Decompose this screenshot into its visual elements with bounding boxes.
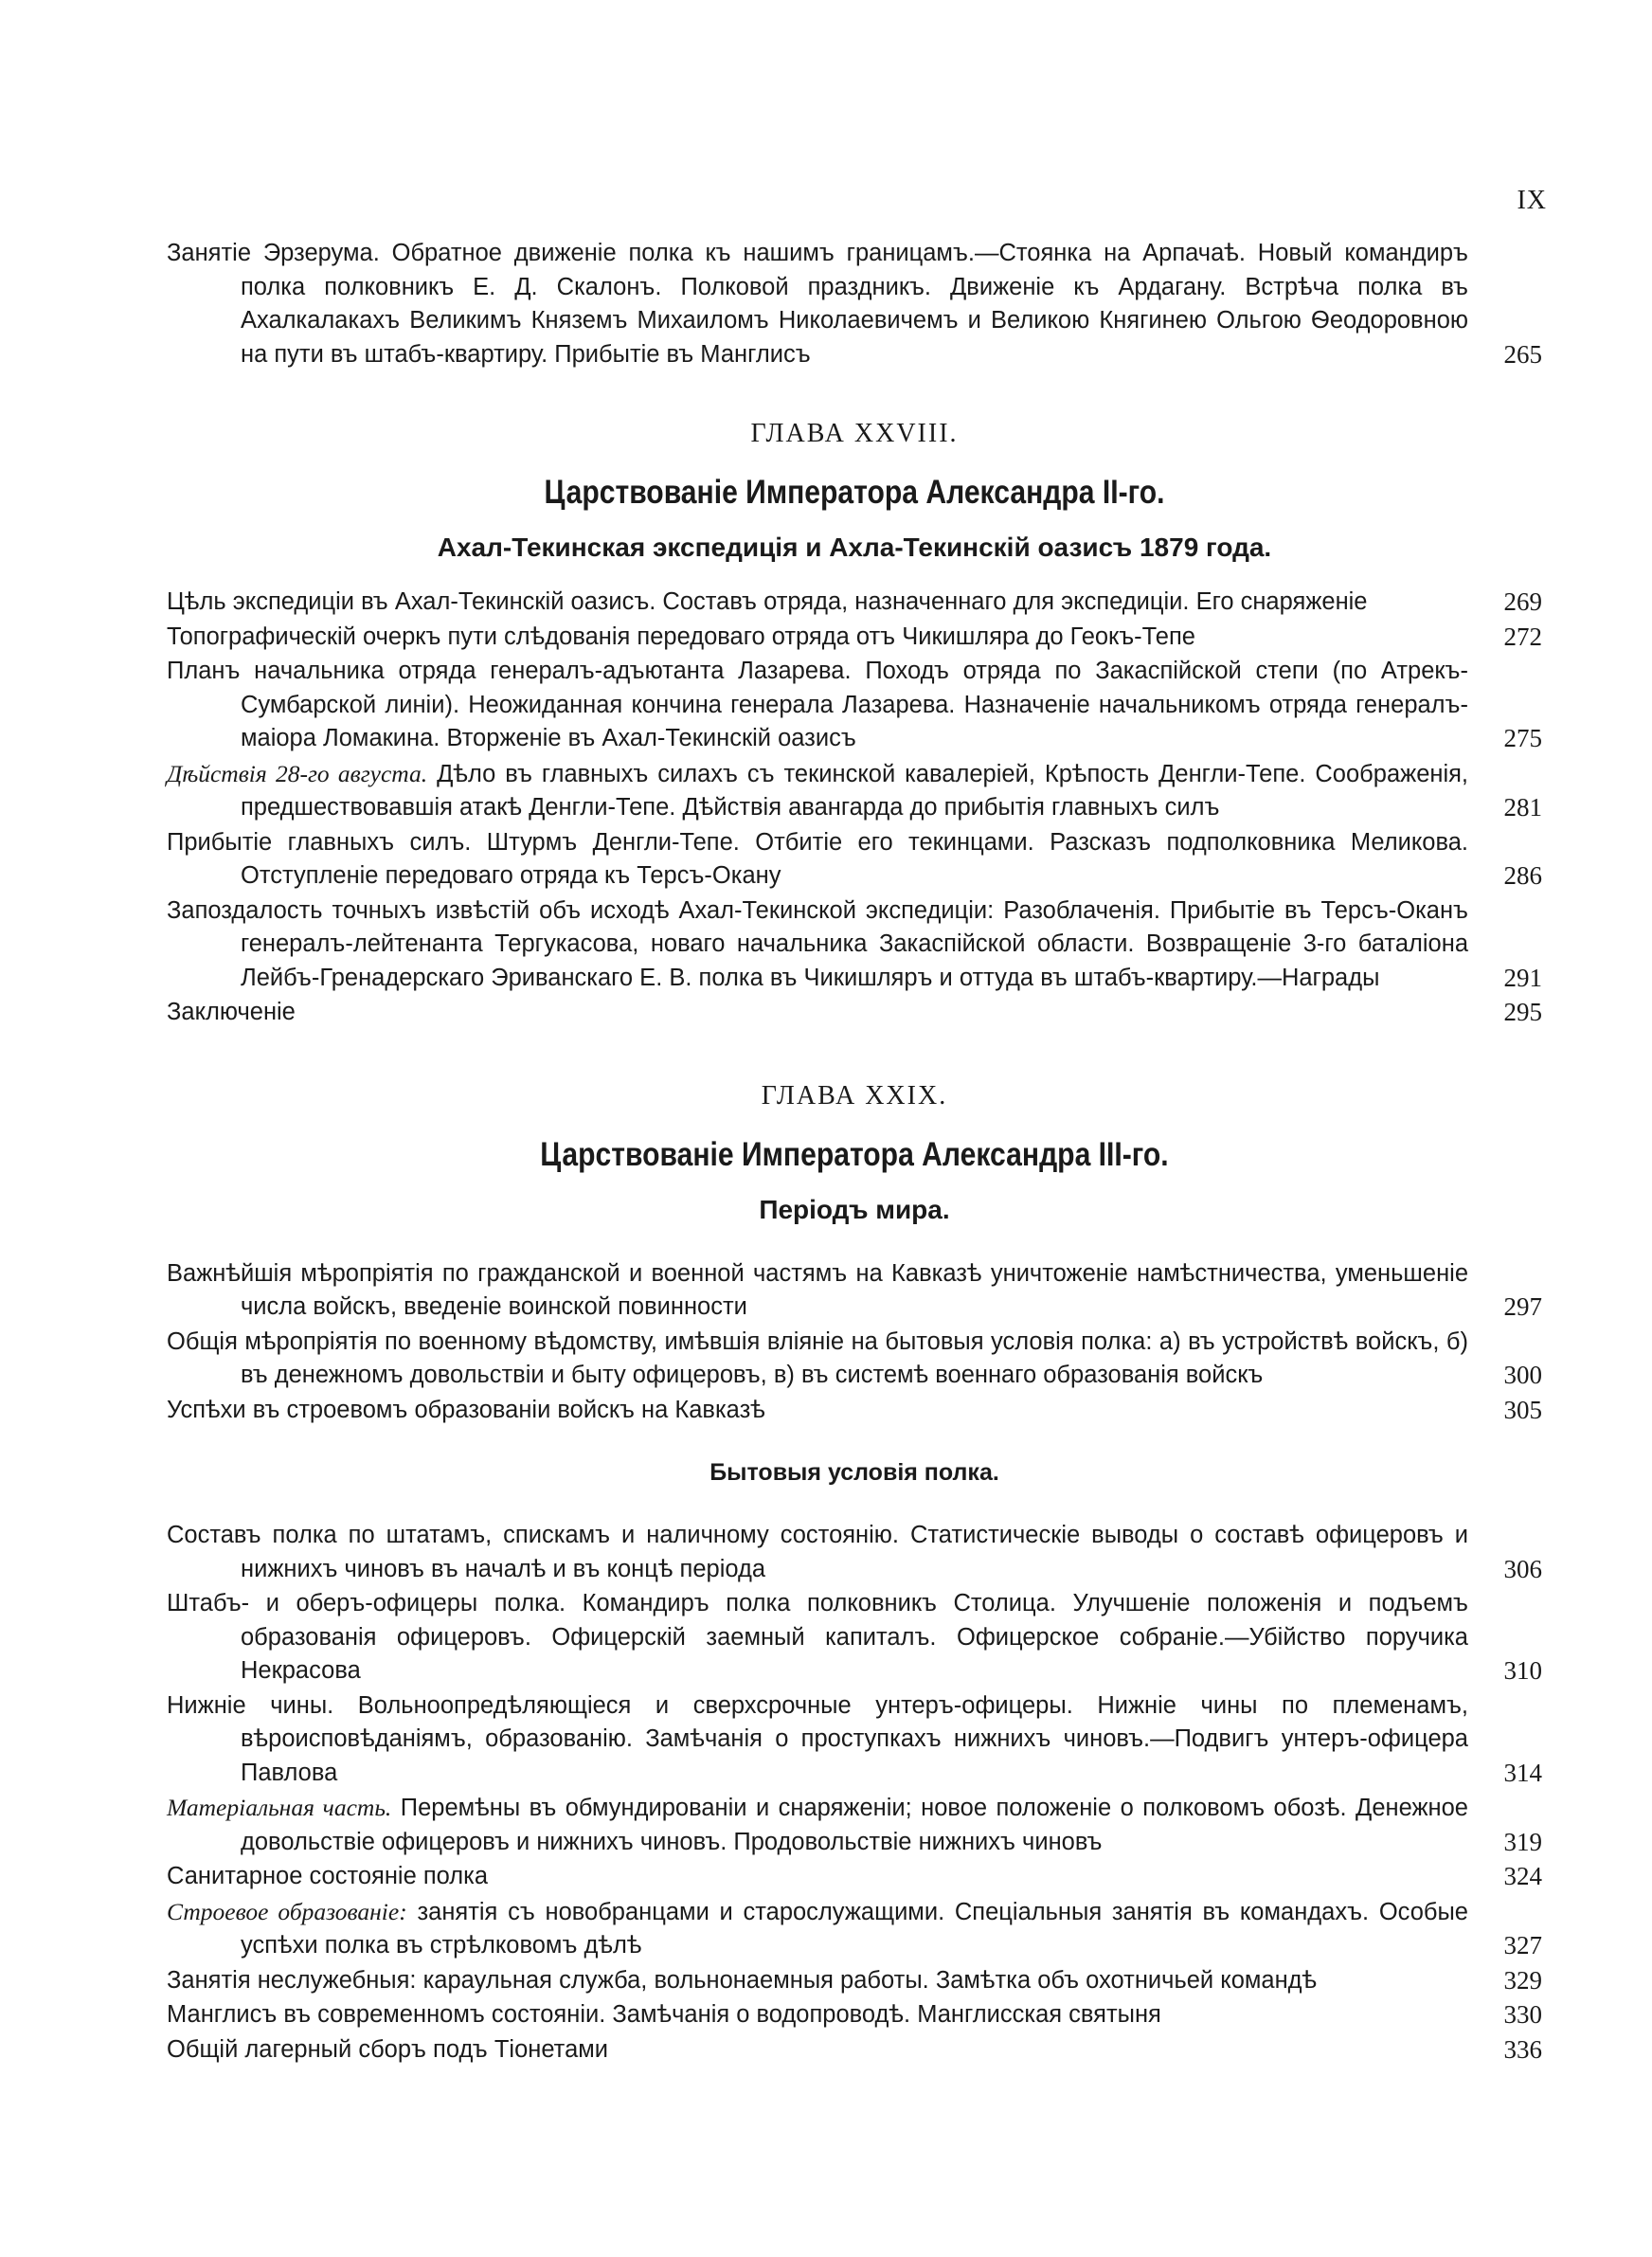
toc-entry-text: Перемѣны въ обмундированіи и снаряженіи; новое положеніе о полковомъ обозѣ. Денежное довольствіе офицеровъ и нижнихъ чиновъ. Продовольствіе нижнихъ чиновъ: [241, 1795, 1468, 1855]
toc-entry-text: занятія съ новобранцами и старослужащими. Спеціальныя занятія въ командахъ. Особые успѣхи полка въ стрѣлковомъ дѣлѣ: [241, 1898, 1468, 1959]
toc-entry: [167, 1587, 1542, 1688]
toc-entry-text: Санитарное состояніе полка: [167, 1863, 489, 1889]
chapter-heading: ГЛАВА XXVIII.: [750, 419, 959, 448]
toc-entry: [167, 826, 1542, 894]
toc-entry-text: Занятія неслужебныя: караульная служба, вольнонаемныя работы. Замѣтка объ охотничьей командѣ: [167, 1966, 1318, 1994]
toc-entry-text: Дѣло въ главныхъ силахъ съ текинской кавалеріей, Крѣпость Денгли-Тепе. Соображенія, предшествовавшія атакѣ Денгли-Тепе. Дѣйствія авангарда до прибытія главныхъ силъ: [241, 760, 1469, 821]
toc-entry: [167, 1519, 1542, 1586]
toc-entry: [167, 757, 1542, 825]
toc-entry-text: Прибытіе главныхъ силъ. Штурмъ Денгли-Тепе. Отбитіе его текинцами. Разсказъ подполковника Меликова. Отступленіе передоваго отряда къ Терсъ-Окану: [167, 828, 1468, 889]
chapter-subtitle: Ахал-Текинская экспедиція и Ахла-Текинскій оазисъ 1879 года.: [437, 533, 1272, 562]
toc-entry-text: Топографическій очеркъ пути слѣдованія передоваго отряда отъ Чикишляра до Геокъ-Тепе: [167, 623, 1195, 650]
toc-entry-page: 295: [1503, 998, 1542, 1026]
toc-entry-page: 306: [1503, 1554, 1542, 1583]
toc-entry: [167, 1394, 1542, 1428]
page-number: IX: [1517, 186, 1547, 215]
toc-entry: [167, 894, 1542, 996]
reign-title: Царствованіе Императора Александра II-го.: [544, 474, 1165, 511]
section-heading: Бытовыя условія полка.: [709, 1459, 999, 1486]
toc-entry: [167, 1998, 1542, 2032]
toc-entry-page: 329: [1503, 1965, 1542, 1995]
toc-entry-page: 310: [1503, 1656, 1542, 1685]
toc-entry-page: 324: [1503, 1862, 1542, 1890]
toc-entry: [167, 621, 1542, 655]
toc-entry: [167, 1689, 1542, 1791]
chapter-subtitle: Періодъ мира.: [759, 1194, 950, 1224]
toc-entry-page: 327: [1503, 1931, 1542, 1959]
toc-entry-text: Планъ начальника отряда генералъ-адъютанта Лазарева. Походъ отряда по Закаспійской степи (по Атрекъ-Сумбарской линіи). Неожиданная кончина генерала Лазарева. Назначеніе начальникомъ отряда генералъ-маіора Ломакина. Вторженіе въ Ахал-Текинскій оазисъ: [167, 658, 1468, 751]
toc-content: [167, 237, 1542, 2067]
toc-entry: [167, 1895, 1542, 1963]
toc-entry-lead: Строевое образованіе:: [167, 1897, 407, 1925]
toc-entry-page: 330: [1503, 2000, 1542, 2029]
toc-entry-page: 286: [1503, 861, 1542, 890]
toc-entry-text: Общій лагерный сборъ подъ Тіонетами: [167, 2035, 609, 2063]
toc-entry: [167, 996, 1542, 1030]
toc-entry-text: Успѣхи въ строевомъ образованіи войскъ на Кавказѣ: [167, 1396, 765, 1423]
toc-entry: [167, 1860, 1542, 1894]
toc-entry: [167, 1791, 1542, 1859]
toc-entry-page: 314: [1503, 1758, 1542, 1787]
toc-entry-text: Штабъ- и оберъ-офицеры полка. Командиръ полка полковникъ Столица. Улучшеніе положенія и подъемъ образованія офицеровъ. Офицерскій заемный капиталъ. Офицерское собраніе.—Убійство поручика Некрасова: [167, 1590, 1468, 1684]
toc-entry: [167, 655, 1542, 756]
toc-entry-text: Составъ полка по штатамъ, спискамъ и наличному состоянію. Статистическіе выводы о составѣ офицеровъ и нижнихъ чиновъ въ началѣ и въ концѣ періода: [167, 1522, 1468, 1582]
toc-entry-text: Общія мѣропріятія по военному вѣдомству, имѣвшія вліяніе на бытовыя условія полка: а) въ устройствѣ войскъ, б) въ денежномъ довольствіи и быту офицеровъ, в) въ системѣ военнаго образованія войскъ: [167, 1327, 1468, 1388]
toc-entry: [167, 1326, 1542, 1393]
toc-entry-page: 319: [1503, 1827, 1542, 1856]
toc-entry: [167, 237, 1542, 371]
toc-entry-page: 275: [1503, 724, 1542, 752]
toc-entry-text: Цѣль экспедиціи въ Ахал-Текинскій оазисъ. Составъ отряда, назначеннаго для экспедиціи. Его снаряженіе: [167, 588, 1368, 615]
toc-entry-page: 297: [1503, 1292, 1542, 1321]
toc-entry-page: 305: [1503, 1395, 1542, 1424]
toc-entry-text: Важнѣйшія мѣропріятія по гражданской и военной частямъ на Кавказѣ уничтоженіе намѣстничества, уменьшеніе числа войскъ, введеніе воинской повинности: [167, 1259, 1468, 1320]
chapter-heading: ГЛАВА XXIX.: [761, 1080, 948, 1110]
toc-entry-text: Нижніе чины. Вольноопредѣляющіеся и сверхсрочные унтеръ-офицеры. Нижніе чины по племенамъ, вѣроисповѣданіямъ, образованію. Замѣчанія о проступкахъ нижнихъ чиновъ.—Подвигъ унтеръ-офицера Павлова: [167, 1691, 1468, 1786]
toc-entry-page: 272: [1503, 622, 1542, 651]
toc-entry-lead: Матеріальная часть.: [167, 1794, 392, 1821]
toc-entry-lead: Дѣйствія 28-го августа.: [167, 759, 428, 787]
toc-entry: [167, 586, 1542, 620]
toc-entry-page: 300: [1503, 1361, 1542, 1389]
toc-entry-page: 269: [1503, 587, 1542, 616]
toc-entry: [167, 1257, 1542, 1325]
toc-entry-text: Занятіе Эрзерума. Обратное движеніе полка къ нашимъ границамъ.—Стоянка на Арпачаѣ. Новый командиръ полка полковникъ Е. Д. Скалонъ. Полковой праздникъ. Движеніе къ Ардагану. Встрѣча полка въ Ахалкалакахъ Великимъ Княземъ Михаиломъ Николаевичемъ и Великою Княгинею Ольгою Ѳеодоровною на пути въ штабъ-квартиру. Прибытіе въ Манглисъ: [167, 240, 1468, 368]
toc-entry-page: 336: [1503, 2034, 1542, 2064]
toc-entry: [167, 1964, 1542, 1998]
toc-entry: [167, 2033, 1542, 2067]
toc-entry-text: Заключеніе: [167, 999, 296, 1025]
toc-entry-page: 265: [1503, 339, 1542, 369]
toc-entry-page: 281: [1503, 793, 1542, 822]
toc-entry-text: Запоздалость точныхъ извѣстій объ исходѣ Ахал-Текинской экспедиціи: Разоблаченія. Прибытіе въ Терсъ-Оканъ генералъ-лейтенанта Тергукасова, новаго начальника Закаспійской области. Возвращеніе 3-го баталіона Лейбъ-Гренадерскаго Эриванскаго Е. В. полка въ Чикишляръ и оттуда въ штабъ-квартиру.—Награды: [167, 896, 1468, 991]
toc-entry-text: Манглисъ въ современномъ состояніи. Замѣчанія о водопроводѣ. Манглисская святыня: [167, 2001, 1161, 2028]
reign-title: Царствованіе Императора Александра III-го.: [540, 1135, 1169, 1173]
toc-entry-page: 291: [1503, 963, 1542, 992]
